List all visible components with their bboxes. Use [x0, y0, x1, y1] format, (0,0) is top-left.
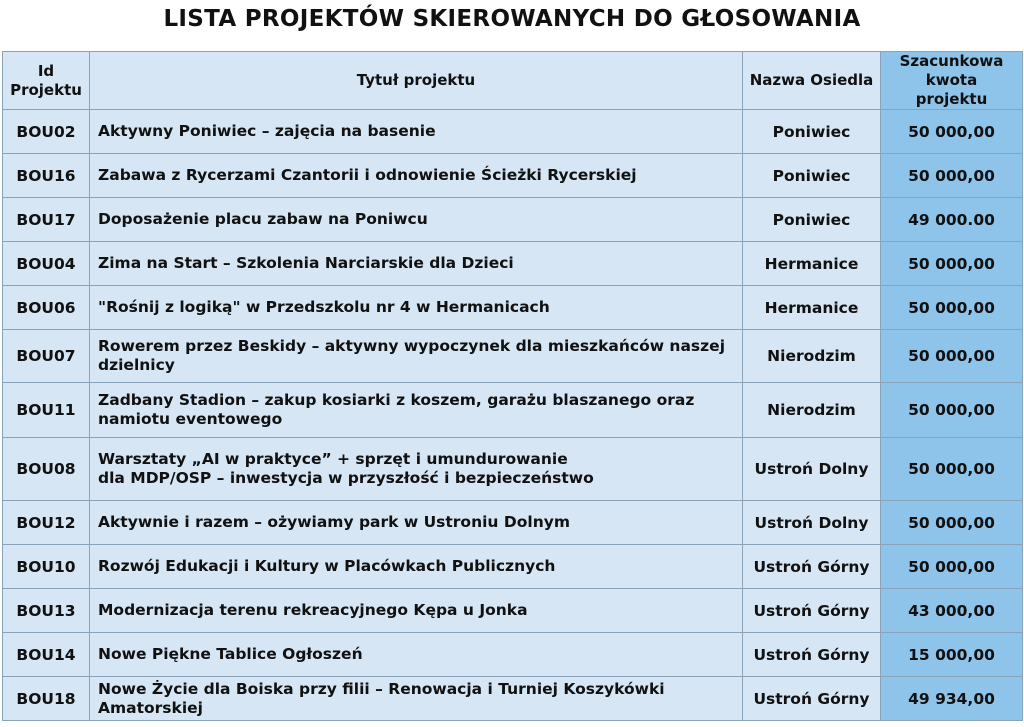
table-row	[3, 110, 1023, 154]
project-title-line: Nowe Życie dla Boiska przy filii – Renowacja i Turniej Koszykówki Amatorskiej	[98, 679, 665, 717]
header-id-line1: Id	[37, 61, 55, 80]
header-id	[3, 52, 90, 110]
cell-project-id: BOU12	[3, 501, 90, 545]
cell-project-title	[90, 110, 743, 154]
table-row	[3, 677, 1023, 721]
cell-project-title	[90, 545, 743, 589]
cell-project-id: BOU11	[3, 383, 90, 438]
cell-estate-name: Ustroń Dolny	[743, 438, 881, 501]
cell-project-id: BOU07	[3, 330, 90, 383]
header-estate: Nazwa Osiedla	[743, 52, 881, 110]
cell-project-title	[90, 154, 743, 198]
cell-estimated-amount: 15 000,00	[881, 633, 1023, 677]
cell-project-title	[90, 198, 743, 242]
cell-project-title	[90, 438, 743, 501]
header-title: Tytuł projektu	[90, 52, 743, 110]
cell-project-id: BOU10	[3, 545, 90, 589]
cell-estimated-amount: 50 000,00	[881, 242, 1023, 286]
table-row	[3, 242, 1023, 286]
cell-project-id: BOU17	[3, 198, 90, 242]
cell-estimated-amount: 50 000,00	[881, 154, 1023, 198]
cell-estate-name: Ustroń Górny	[743, 633, 881, 677]
cell-project-id: BOU14	[3, 633, 90, 677]
table-row	[3, 383, 1023, 438]
table-row	[3, 501, 1023, 545]
project-title-line: Rozwój Edukacji i Kultury w Placówkach Publicznych	[98, 557, 556, 575]
table-row	[3, 198, 1023, 242]
table-row	[3, 633, 1023, 677]
project-title-line: Warsztaty „AI w praktyce” + sprzęt i umundurowanie	[98, 450, 568, 468]
cell-estimated-amount: 50 000,00	[881, 110, 1023, 154]
cell-project-title	[90, 242, 743, 286]
cell-project-id: BOU08	[3, 438, 90, 501]
project-title-line: Aktywnie i razem – ożywiamy park w Ustroniu Dolnym	[98, 513, 570, 531]
header-amount-line2: kwota projektu	[915, 71, 988, 108]
table-row	[3, 286, 1023, 330]
header-id-line2: Projektu	[10, 80, 82, 99]
project-title-line: Zadbany Stadion – zakup kosiarki z koszem, garażu blaszanego oraz	[98, 391, 695, 409]
cell-estimated-amount: 49 000.00	[881, 198, 1023, 242]
cell-project-title	[90, 589, 743, 633]
table-row	[3, 545, 1023, 589]
cell-estate-name: Nierodzim	[743, 330, 881, 383]
table-header-row	[3, 52, 1023, 110]
table-row	[3, 438, 1023, 501]
project-title-line: Modernizacja terenu rekreacyjnego Kępa u Jonka	[98, 601, 528, 619]
cell-estate-name: Nierodzim	[743, 383, 881, 438]
table-body	[3, 110, 1023, 721]
project-title-line: namiotu eventowego	[98, 410, 283, 428]
cell-project-title	[90, 677, 743, 721]
cell-project-id: BOU06	[3, 286, 90, 330]
table-row	[3, 154, 1023, 198]
project-title-line: Zabawa z Rycerzami Czantorii i odnowienie Ścieżki Rycerskiej	[98, 166, 637, 184]
project-title-line: Zima na Start – Szkolenia Narciarskie dla Dzieci	[98, 254, 514, 272]
project-title-line: dla MDP/OSP – inwestycja w przyszłość i bezpieczeństwo	[98, 469, 594, 487]
project-title-line: Nowe Piękne Tablice Ogłoszeń	[98, 645, 363, 663]
cell-estate-name: Poniwiec	[743, 198, 881, 242]
cell-estimated-amount: 50 000,00	[881, 330, 1023, 383]
cell-estate-name: Ustroń Górny	[743, 677, 881, 721]
header-amount-line1: Szacunkowa	[899, 52, 1004, 70]
cell-project-title	[90, 330, 743, 383]
cell-project-id: BOU04	[3, 242, 90, 286]
cell-estimated-amount: 50 000,00	[881, 501, 1023, 545]
header-amount	[881, 52, 1023, 110]
cell-estate-name: Ustroń Górny	[743, 545, 881, 589]
project-title-line: Doposażenie placu zabaw na Poniwcu	[98, 210, 428, 228]
cell-estimated-amount: 49 934,00	[881, 677, 1023, 721]
project-title-line: Rowerem przez Beskidy – aktywny wypoczynek dla mieszkańców naszej	[98, 337, 726, 355]
cell-estimated-amount: 50 000,00	[881, 286, 1023, 330]
cell-project-title	[90, 383, 743, 438]
projects-table	[2, 51, 1023, 721]
cell-project-id: BOU16	[3, 154, 90, 198]
cell-estate-name: Poniwiec	[743, 110, 881, 154]
cell-estate-name: Ustroń Górny	[743, 589, 881, 633]
cell-estate-name: Ustroń Dolny	[743, 501, 881, 545]
page-title: LISTA PROJEKTÓW SKIEROWANYCH DO GŁOSOWANIA	[163, 6, 861, 32]
cell-estimated-amount: 50 000,00	[881, 545, 1023, 589]
cell-estimated-amount: 50 000,00	[881, 383, 1023, 438]
cell-project-title	[90, 501, 743, 545]
table-row	[3, 589, 1023, 633]
cell-estimated-amount: 50 000,00	[881, 438, 1023, 501]
cell-estate-name: Poniwiec	[743, 154, 881, 198]
cell-project-title	[90, 286, 743, 330]
project-title-line: "Rośnij z logiką" w Przedszkolu nr 4 w Hermanicach	[98, 298, 550, 316]
project-title-line: dzielnicy	[98, 356, 175, 374]
project-title-line: Aktywny Poniwiec – zajęcia na basenie	[98, 122, 436, 140]
cell-project-title	[90, 633, 743, 677]
cell-project-id: BOU18	[3, 677, 90, 721]
cell-project-id: BOU13	[3, 589, 90, 633]
cell-project-id: BOU02	[3, 110, 90, 154]
table-row	[3, 330, 1023, 383]
cell-estate-name: Hermanice	[743, 286, 881, 330]
cell-estimated-amount: 43 000,00	[881, 589, 1023, 633]
cell-estate-name: Hermanice	[743, 242, 881, 286]
